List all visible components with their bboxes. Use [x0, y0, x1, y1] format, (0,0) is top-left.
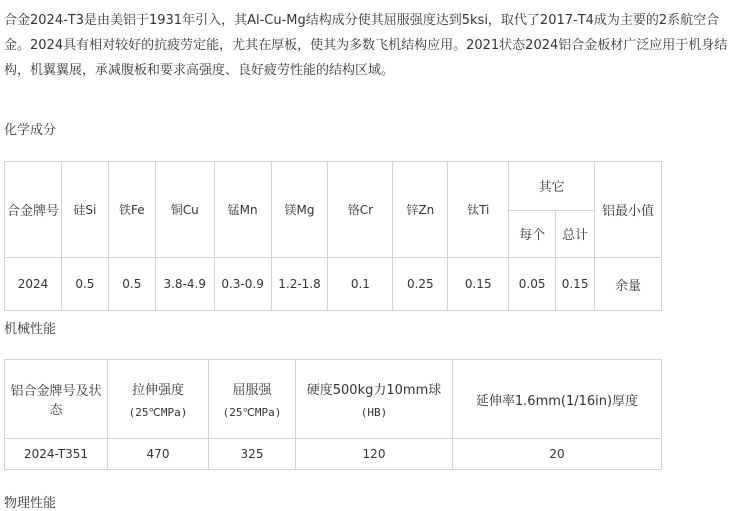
table-header-row [5, 162, 662, 211]
subheader-each: 每个 [509, 210, 556, 258]
cell-yield: 325 [209, 439, 296, 470]
table-row [5, 258, 662, 311]
header-hardness-label: 硬度500kg力10mm球 [306, 383, 442, 398]
header-ti: 钛Ti [448, 162, 509, 258]
header-yield-label: 屈服强 [232, 383, 272, 398]
header-tensile-unit: (25℃MPa) [128, 406, 188, 419]
chemical-composition-table [4, 161, 662, 311]
section-heading-mechanical: 机械性能 [4, 322, 57, 337]
header-zn: 锌Zn [393, 162, 448, 258]
mechanical-properties-table [4, 359, 662, 470]
cell-alloy: 2024 [5, 258, 62, 311]
header-yield-unit: (25℃MPa) [222, 406, 282, 419]
table-row [5, 439, 662, 470]
header-yield [209, 360, 296, 439]
cell-al-min: 余量 [595, 258, 662, 311]
cell-zn: 0.25 [393, 258, 448, 311]
cell-other-total: 0.15 [556, 258, 595, 311]
header-al-min: 铝最小值 [595, 162, 662, 258]
section-heading-physical: 物理性能 [4, 496, 57, 511]
header-elongation: 延伸率1.6mm(1/16in)厚度 [453, 360, 662, 439]
header-other: 其它 [509, 162, 595, 211]
header-cu: 铜Cu [155, 162, 214, 258]
header-fe: 铁Fe [108, 162, 155, 258]
cell-other-each: 0.05 [509, 258, 556, 311]
cell-ti: 0.15 [448, 258, 509, 311]
cell-cu: 3.8-4.9 [155, 258, 214, 311]
header-hardness-unit: (HB) [360, 406, 388, 419]
table-header-row [5, 360, 662, 439]
cell-hardness: 120 [296, 439, 453, 470]
intro-paragraph: 合金2024-T3是由美铝于1931年引入，其Al-Cu-Mg结构成分使其屈服强度达到5ksi，取代了2017-T4成为主要的2系航空合金。2024具有相对较好的抗疲劳定能，尤其在厚板，使其为多数飞机结构应用。2021状态2024铝合金板材广泛应用于机身结构，机翼翼展，承减腹板和要求高强度、良好疲劳性能的结构区域。 [4, 13, 728, 78]
cell-cr: 0.1 [328, 258, 393, 311]
cell-alloy-temper: 2024-T351 [5, 439, 108, 470]
cell-si: 0.5 [61, 258, 108, 311]
header-si: 硅Si [61, 162, 108, 258]
cell-fe: 0.5 [108, 258, 155, 311]
header-alloy: 合金牌号 [5, 162, 62, 258]
section-heading-chemical: 化学成分 [4, 123, 57, 138]
cell-elongation: 20 [453, 439, 662, 470]
header-mn: 锰Mn [214, 162, 271, 258]
header-tensile [108, 360, 209, 439]
header-hardness [296, 360, 453, 439]
cell-tensile: 470 [108, 439, 209, 470]
subheader-total: 总计 [556, 210, 595, 258]
header-cr: 铬Cr [328, 162, 393, 258]
cell-mg: 1.2-1.8 [271, 258, 328, 311]
cell-mn: 0.3-0.9 [214, 258, 271, 311]
header-mg: 镁Mg [271, 162, 328, 258]
header-alloy-temper: 铝合金牌号及状态 [5, 360, 108, 439]
header-tensile-label: 拉伸强度 [131, 383, 184, 398]
